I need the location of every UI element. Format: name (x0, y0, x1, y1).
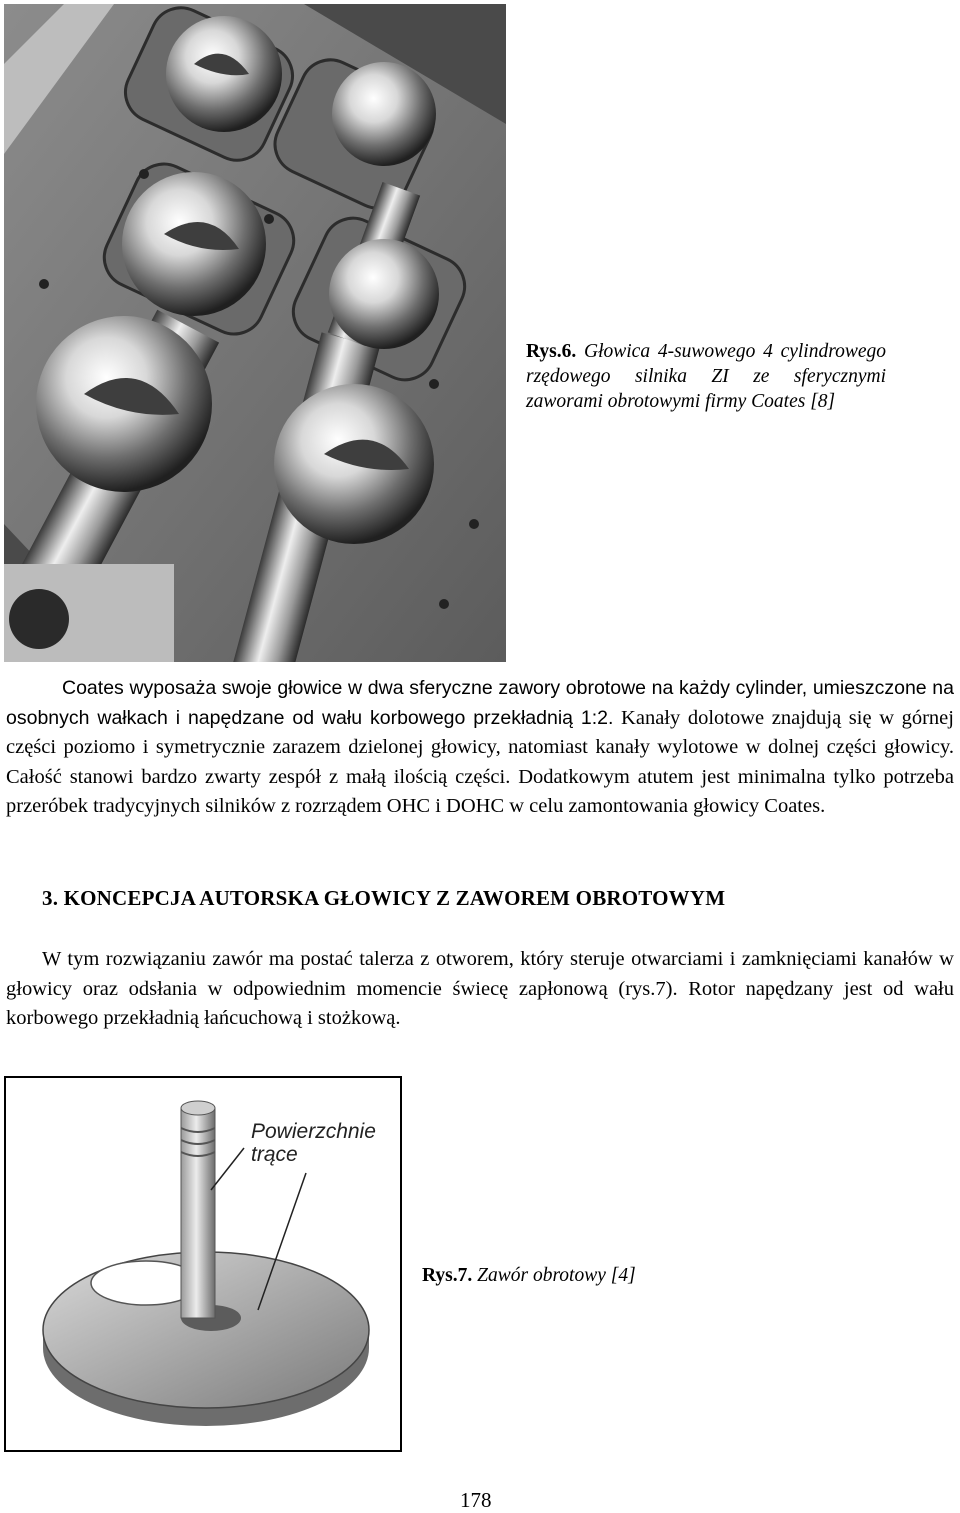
paragraph-concept-text: W tym rozwiązaniu zawór ma postać talerza z otworem, który steruje otwarciami i zamknięciami kanałów w głowicy oraz odsłania w odpowiednim momencie świecę zapłonową (rys.7). Rotor napędzany jest od wału korbowego przekładnią łańcuchową i stożkową. (6, 948, 954, 1029)
figure-7-caption (422, 1265, 636, 1287)
paragraph-coates-sans: Coates wyposaża swoje głowice w dwa sferyczne zawory obrotowe na każdy cylinder, umieszczone na osobnych wałkach i napędzane od wału korbowego przekładnią 1:2. (6, 677, 954, 729)
figure-7-caption-label: Rys.7. (422, 1265, 473, 1286)
section-heading: 3. KONCEPCJA AUTORSKA GŁOWICY Z ZAWOREM OBROTOWYM (42, 886, 726, 910)
figure-6-caption-text: Głowica 4-suwowego 4 cylindrowego rzędowego silnika ZI ze sferycznymi zaworami obrotowymi firmy Coates [8] (526, 341, 886, 412)
figure-6-caption (526, 339, 886, 414)
page-number: 178 (460, 1488, 492, 1512)
figure-7-annotation: Powierzchnie trące (251, 1120, 376, 1166)
figure-7-caption-text: Zawór obrotowy [4] (472, 1265, 636, 1286)
paragraph-coates-serif: Kanały dolotowe znajdują się w górnej części poziomo i symetrycznie zarazem dzielonej głowicy, natomiast kanały wylotowe w dolnej części głowicy. Całość stanowi bardzo zwarty zespół z małą ilością części. Dodatkowym atutem jest minimalna tylko potrzeba przeróbek tradycyjnych silników z rozrządem OHC i DOHC w celu zamontowania głowicy Coates. (6, 706, 954, 817)
figure-6-caption-label: Rys.6. (526, 341, 577, 362)
cylinder-head-image (4, 4, 506, 662)
figure-7-frame (4, 1076, 402, 1452)
paragraph-coates (6, 674, 954, 822)
paragraph-concept (6, 945, 954, 1034)
figure-6-photo (4, 4, 506, 662)
